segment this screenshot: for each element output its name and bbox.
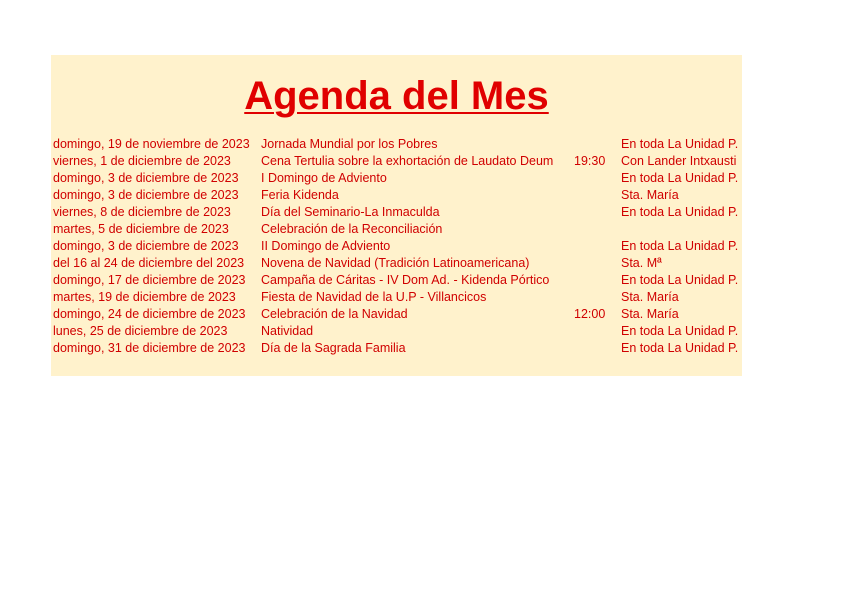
- row-date: domingo, 3 de diciembre de 2023: [53, 188, 239, 202]
- agenda-row: [53, 272, 742, 289]
- row-event: Celebración de la Reconciliación: [261, 222, 443, 236]
- row-event: II Domingo de Adviento: [261, 239, 391, 253]
- row-date: lunes, 25 de diciembre de 2023: [53, 324, 228, 338]
- agenda-row: [53, 170, 742, 187]
- row-place: Con Lander Intxausti: [621, 154, 737, 168]
- agenda-row: [53, 221, 742, 238]
- row-place: En toda La Unidad P.: [621, 273, 739, 287]
- row-place: En toda La Unidad P.: [621, 171, 739, 185]
- row-event: Fiesta de Navidad de la U.P - Villancicos: [261, 290, 487, 304]
- row-event: Novena de Navidad (Tradición Latinoamericana): [261, 256, 530, 270]
- row-date: martes, 5 de diciembre de 2023: [53, 222, 229, 236]
- agenda-row: [53, 289, 742, 306]
- agenda-row: [53, 187, 742, 204]
- agenda-row: [53, 306, 742, 323]
- row-place: En toda La Unidad P.: [621, 341, 739, 355]
- agenda-list: [53, 136, 742, 357]
- row-date: viernes, 1 de diciembre de 2023: [53, 154, 231, 168]
- row-event: Jornada Mundial por los Pobres: [261, 137, 438, 151]
- agenda-row: [53, 255, 742, 272]
- row-place: En toda La Unidad P.: [621, 239, 739, 253]
- row-place: Sta. María: [621, 188, 679, 202]
- agenda-title: [51, 72, 742, 120]
- agenda-row: [53, 153, 742, 170]
- agenda-panel: [51, 55, 742, 376]
- row-time: 19:30: [574, 154, 606, 168]
- row-date: domingo, 31 de diciembre de 2023: [53, 341, 246, 355]
- row-event: Día de la Sagrada Familia: [261, 341, 406, 355]
- row-time: 12:00: [574, 307, 606, 321]
- agenda-row: [53, 204, 742, 221]
- row-event: Natividad: [261, 324, 314, 338]
- row-date: domingo, 3 de diciembre de 2023: [53, 171, 239, 185]
- row-date: del 16 al 24 de diciembre del 2023: [53, 256, 245, 270]
- row-date: domingo, 17 de diciembre de 2023: [53, 273, 246, 287]
- row-event: I Domingo de Adviento: [261, 171, 387, 185]
- agenda-title-text: Agenda del Mes: [244, 74, 549, 118]
- agenda-row: [53, 238, 742, 255]
- agenda-row: [53, 323, 742, 340]
- row-place: Sta. María: [621, 290, 679, 304]
- agenda-row: [53, 136, 742, 153]
- row-place: Sta. María: [621, 307, 679, 321]
- row-date: domingo, 24 de diciembre de 2023: [53, 307, 246, 321]
- row-place: Sta. Mª: [621, 256, 662, 270]
- row-place: En toda La Unidad P.: [621, 205, 739, 219]
- row-event: Celebración de la Navidad: [261, 307, 408, 321]
- row-date: martes, 19 de diciembre de 2023: [53, 290, 236, 304]
- row-place: En toda La Unidad P.: [621, 324, 739, 338]
- row-event: Cena Tertulia sobre la exhortación de Laudato Deum: [261, 154, 554, 168]
- row-place: En toda La Unidad P.: [621, 137, 739, 151]
- agenda-row: [53, 340, 742, 357]
- row-event: Feria Kidenda: [261, 188, 339, 202]
- row-date: viernes, 8 de diciembre de 2023: [53, 205, 231, 219]
- row-date: domingo, 3 de diciembre de 2023: [53, 239, 239, 253]
- row-event: Campaña de Cáritas - IV Dom Ad. - Kidenda Pórtico: [261, 273, 550, 287]
- row-date: domingo, 19 de noviembre de 2023: [53, 137, 250, 151]
- row-event: Día del Seminario-La Inmaculda: [261, 205, 440, 219]
